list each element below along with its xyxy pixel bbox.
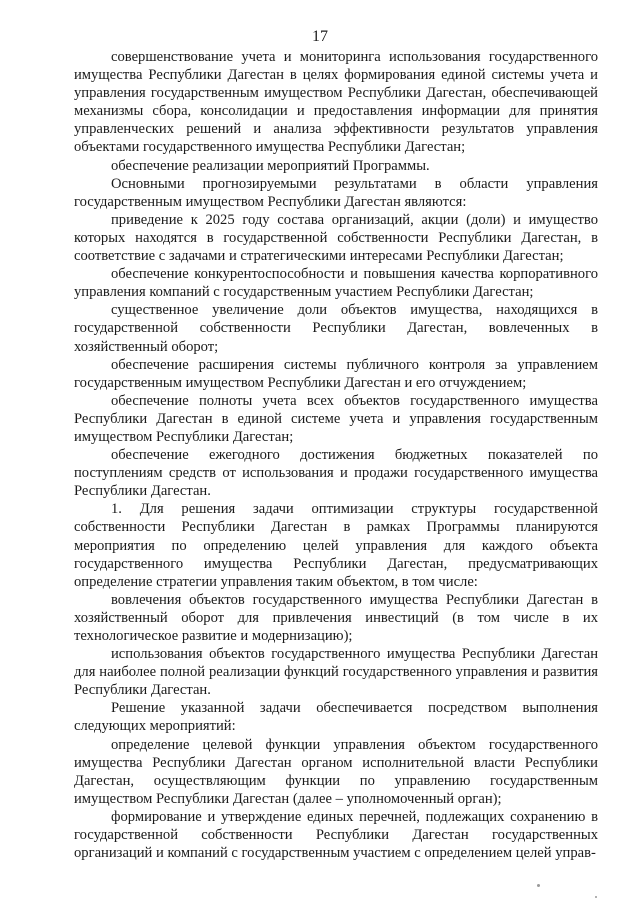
paragraph: Решение указанной задачи обеспечивается посредством выполнения следующих мероприятий: [74,700,598,735]
paragraph: использования объектов государственного имущества Республики Дагестан для наиболее полной реализации функций государственного управления и развития Республики Дагестан. [74,646,598,699]
paragraph: определение целевой функции управления объектом государственного имущества Республики Дагестан органом исполнительной власти Республики Дагестан, осуществляющим функции по управлению государственным имуществом Республики Дагестан (далее – уполномоченный орган); [74,736,598,807]
paragraph: формирование и утверждение единых перечней, подлежащих сохранению в государственной собственности Республики Дагестан государственных организаций и компаний с государственным участием с определением целей управ- [74,808,598,862]
paragraph: 1. Для решения задачи оптимизации структуры государственной собственности Республики Дагестан в рамках Программы планируются мероприятия по определению целей управления для каждого объекта государственного имущества Республики Дагестан, предусматривающих определение стратегии управления таким объектом, в том числе: [74,501,598,590]
paragraph: Основными прогнозируемыми результатами в области управления государственным имуществом Республики Дагестан являются: [74,175,598,210]
paragraph: приведение к 2025 году состава организаций, акции (доли) и имущество которых находятся в государственной собственности Республики Дагестан, в соответствие с задачами и стратегическими интересами Республики Дагестан; [74,211,598,265]
page-number: 17 [312,28,328,45]
scan-speck [537,884,540,887]
paragraph: обеспечение ежегодного достижения бюджетных показателей по поступлениям средств от использования и продажи государственного имущества Республики Дагестан. [74,447,598,500]
paragraph: обеспечение полноты учета всех объектов государственного имущества Республики Дагестан в единой системе учета и управления государственным имуществом Республики Дагестан; [74,392,598,445]
paragraph: совершенствование учета и мониторинга использования государственного имущества Республики Дагестан в целях формирования единой системы учета и управления государственным имуществом Республики Дагестан, обеспечивающей механизмы сбора, консолидации и предоставления информации для принятия управленческих решений и анализа эффективности результатов управления объектами государственного имущества Республики Дагестан; [74,49,598,156]
paragraph: вовлечения объектов государственного имущества Республики Дагестан в хозяйственный оборот для привлечения инвестиций (в том числе в их технологическое развитие и модернизацию); [74,591,598,644]
paragraph: существенное увеличение доли объектов имущества, находящихся в государственной собственности Республики Дагестан, вовлеченных в хозяйственный оборот; [74,302,598,355]
paragraph: обеспечение конкурентоспособности и повышения качества корпоративного управления компаний с государственным участием Республики Дагестан; [74,266,598,301]
paragraph: обеспечение реализации мероприятий Программы. [111,157,430,174]
paragraph: обеспечение расширения системы публичного контроля за управлением государственным имуществом Республики Дагестан и его отчуждением; [74,356,598,391]
document-body [74,48,598,862]
scan-speck [595,896,597,898]
